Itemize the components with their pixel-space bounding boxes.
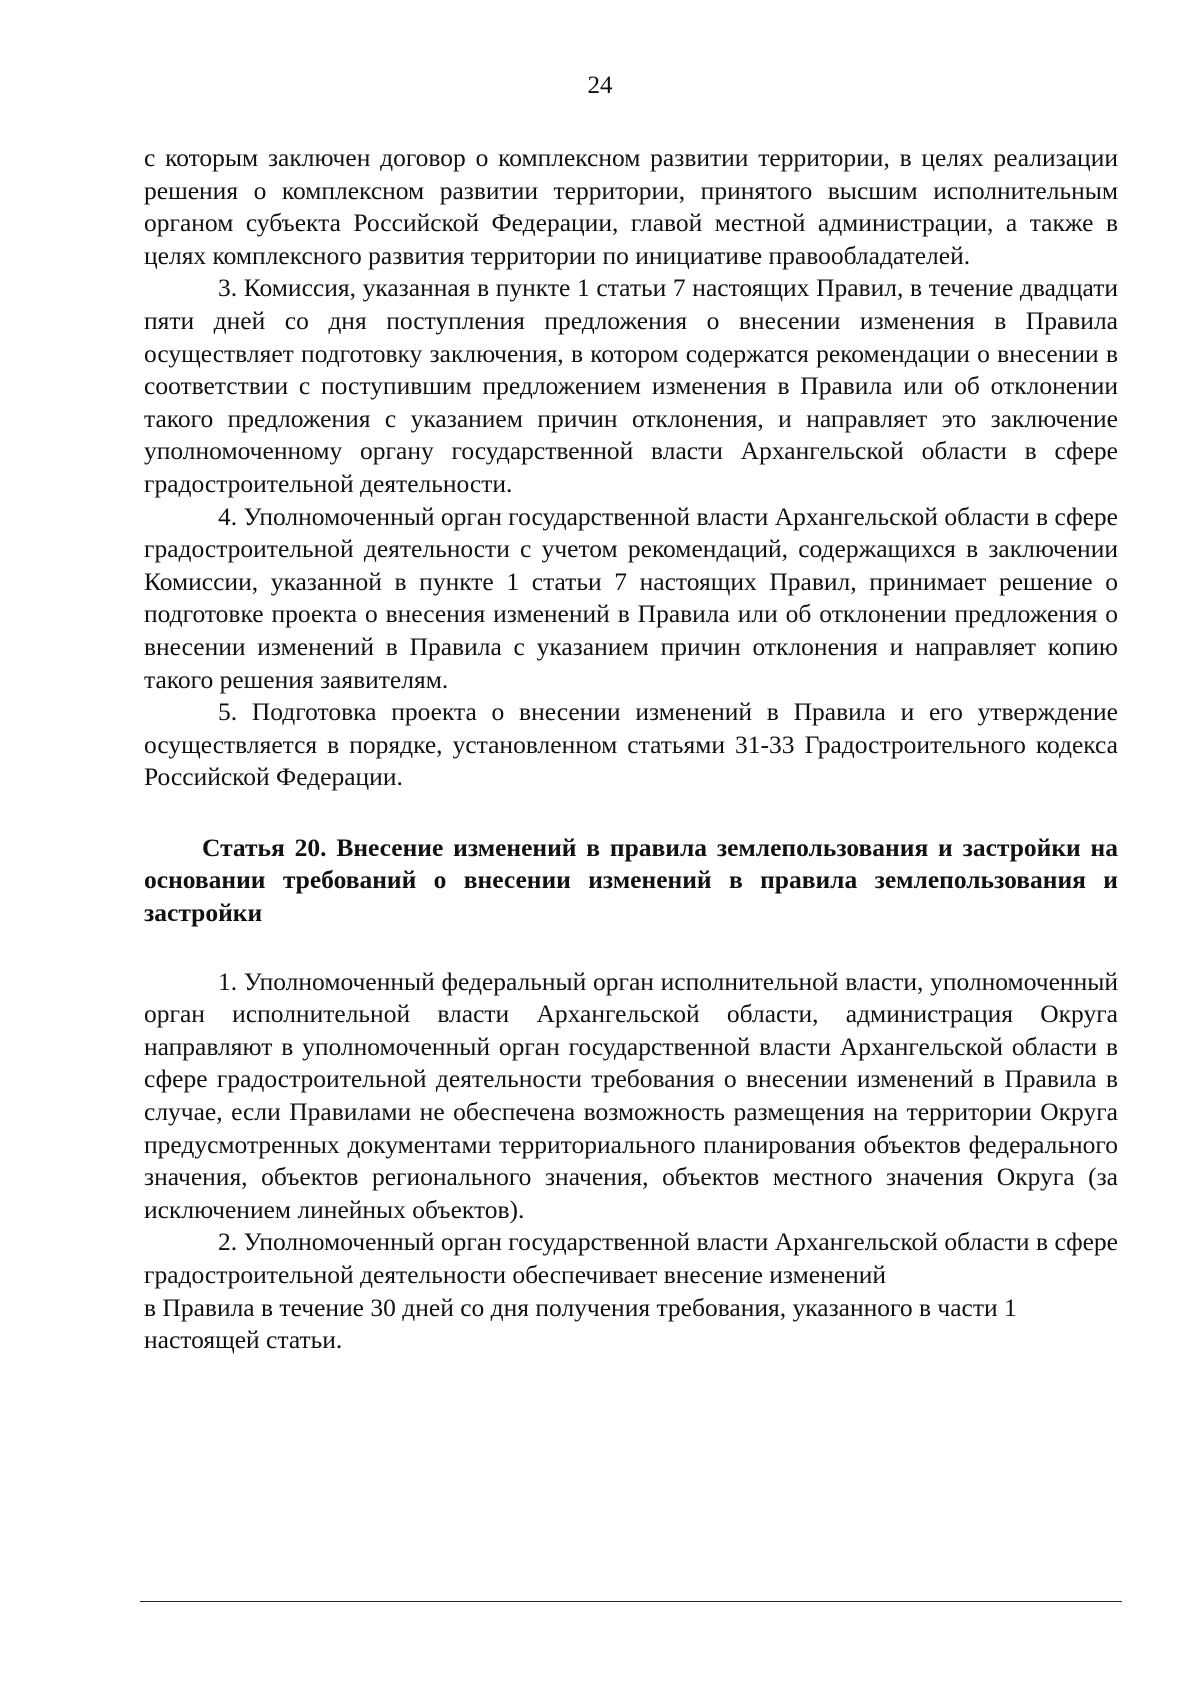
footer-divider bbox=[140, 1601, 1122, 1602]
paragraph-article20-item-2-part1: 2. Уполномоченный орган государственной власти Архангельской области в сфере градостроительной деятельности обеспечивает внесение изменений bbox=[144, 1227, 1118, 1289]
paragraph-item-4: 4. Уполномоченный орган государственной власти Архангельской области в сфере градостроительной деятельности с учетом рекомендаций, содержащихся в заключении Комиссии, указанной в пункте 1 статьи 7 настоящих Правил, принимает решение о подготовке проекта о внесения изменений в Правила или об отклонении предложения о внесении изменений в Правила с указанием причин отклонения и направляет копию такого решения заявителям. bbox=[144, 501, 1118, 694]
paragraph-continuation: с которым заключен договор о комплексном развитии территории, в целях реализации решения о комплексном развитии территории, принятого высшим исполнительным органом субъекта Российской Федерации, главой местной администрации, а также в целях комплексного развития территории по инициативе правообладателей. bbox=[144, 143, 1118, 270]
paragraph-item-5: 5. Подготовка проекта о внесении изменений в Правила и его утверждение осуществляется в порядке, установленном статьями 31-33 Градостроительного кодекса Российской Федерации. bbox=[144, 697, 1118, 792]
paragraph-item-3: 3. Комиссия, указанная в пункте 1 статьи 7 настоящих Правил, в течение двадцати пяти дней со дня поступления предложения о внесении изменения в Правила осуществляет подготовку заключения, в котором содержатся рекомендации о внесении в соответствии с поступившим предложением изменения в Правила или об отклонении такого предложения с указанием причин отклонения, и направляет это заключение уполномоченному органу государственной власти Архангельской области в сфере градостроительной деятельности. bbox=[144, 273, 1118, 498]
page-number: 24 bbox=[587, 72, 613, 99]
paragraph-article20-item-1: 1. Уполномоченный федеральный орган исполнительной власти, уполномоченный орган исполнительной власти Архангельской области, администрация Округа направляют в уполномоченный орган государственной власти Архангельской области в сфере градостроительной деятельности требования о внесении изменений в Правила в случае, если Правилами не обеспечена возможность размещения на территории Округа предусмотренных документами территориального планирования объектов федерального значения, объектов регионального значения, объектов местного значения Округа (за исключением линейных объектов). bbox=[144, 966, 1118, 1224]
article-heading: Статья 20. Внесение изменений в правила землепользования и застройки на основании требований о внесении изменений в правила землепользования и застройки bbox=[144, 832, 1118, 928]
paragraph-article20-item-2-part2: в Правила в течение 30 дней со дня получения требования, указанного в части 1 настоящей статьи. bbox=[144, 1292, 1017, 1355]
paragraph-article20-item-2 bbox=[144, 1226, 1118, 1356]
document-body bbox=[144, 142, 1118, 1357]
